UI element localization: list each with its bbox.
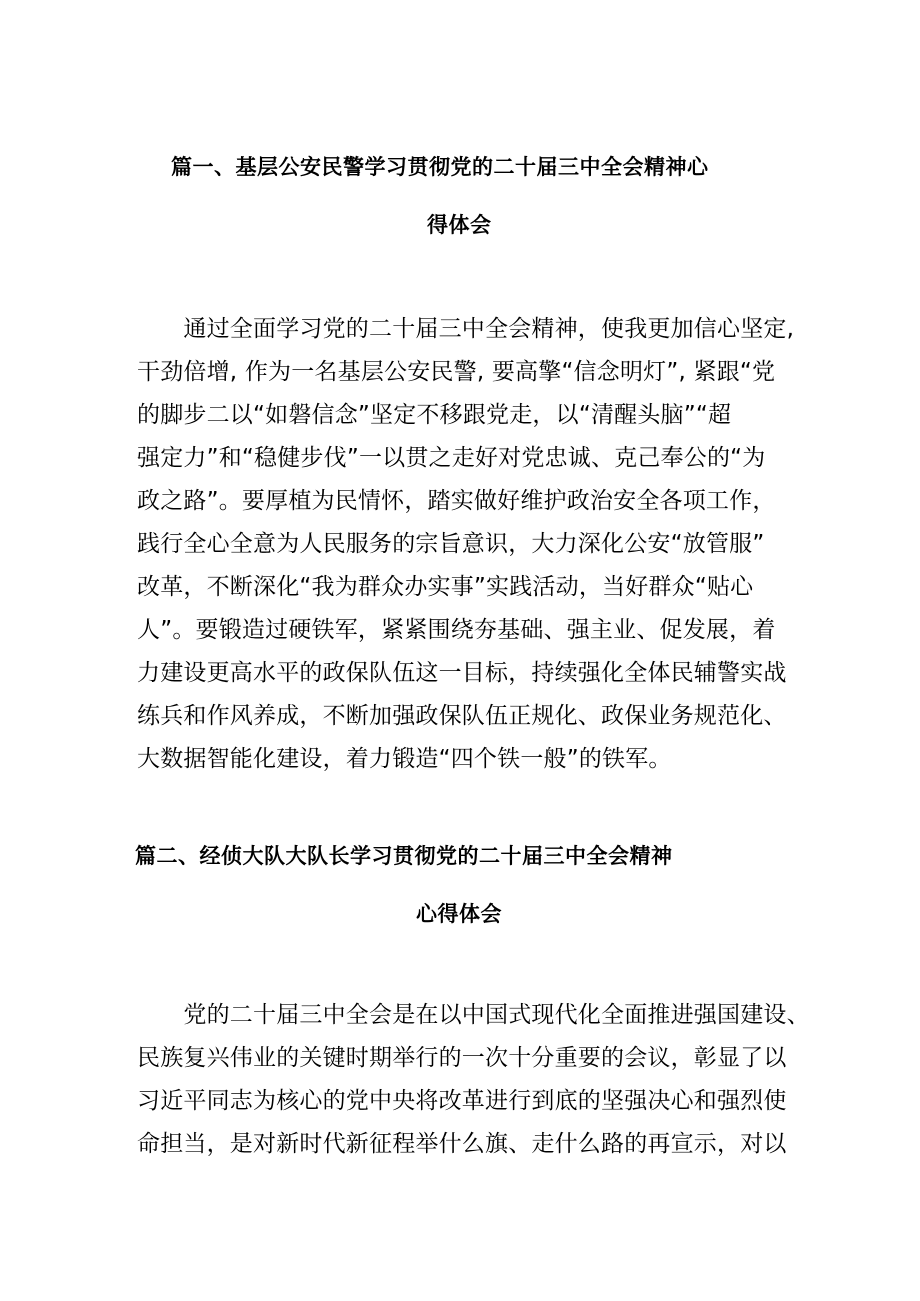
section1-body-line: 强定力”和“稳健步伐”一以贯之走好对党忠诚、克己奉公的“为 bbox=[137, 445, 766, 471]
section1-body-line: 大数据智能化建设，着力锻造“四个铁一般”的铁军。 bbox=[137, 746, 672, 772]
section1-body-line: 通过全面学习党的二十届三中全会精神，使我更加信心坚定, bbox=[137, 316, 795, 342]
section2-title-line1: 篇二、经侦大队大队长学习贯彻党的二十届三中全会精神 bbox=[135, 844, 673, 868]
section2-body-line: 党的二十届三中全会是在以中国式现代化全面推进强国建设、 bbox=[137, 1002, 810, 1028]
section1-title-line1: 篇一、基层公安民警学习贯彻党的二十届三中全会精神心 bbox=[171, 155, 709, 179]
section1-body-line: 干劲倍增, 作为一名基层公安民警, 要高擎“信念明灯”, 紧跟“党 bbox=[137, 359, 776, 385]
section2-title-line2: 心得体会 bbox=[416, 902, 502, 926]
section1-body-line: 力建设更高水平的政保队伍这一目标，持续强化全体民辅警实战 bbox=[137, 660, 787, 686]
section1-body-line: 人”。要锻造过硬铁军，紧紧围绕夯基础、强主业、促发展，着 bbox=[137, 617, 776, 643]
section2-body-line: 民族复兴伟业的关键时期举行的一次十分重要的会议，彰显了以 bbox=[137, 1045, 787, 1071]
section1-body-line: 改革，不断深化“我为群众办实事”实践活动，当好群众“贴心 bbox=[137, 574, 754, 600]
section2-body-line: 命担当，是对新时代新征程举什么旗、走什么路的再宣示，对以 bbox=[137, 1131, 787, 1157]
section1-body-line: 践行全心全意为人民服务的宗旨意识，大力深化公安“放管服” bbox=[137, 531, 765, 557]
section2-body-line: 习近平同志为核心的党中央将改革进行到底的坚强决心和强烈使 bbox=[137, 1088, 787, 1114]
section1-title-line2: 得体会 bbox=[427, 213, 492, 237]
section1-body-line: 练兵和作风养成，不断加强政保队伍正规化、政保业务规范化、 bbox=[137, 703, 787, 729]
section1-body-line: 政之路”。要厚植为民情怀，踏实做好维护政治安全各项工作， bbox=[137, 488, 776, 514]
section1-body-line: 的脚步二以“如磐信念”坚定不移跟党走，以“清醒头脑”“超 bbox=[137, 402, 732, 428]
